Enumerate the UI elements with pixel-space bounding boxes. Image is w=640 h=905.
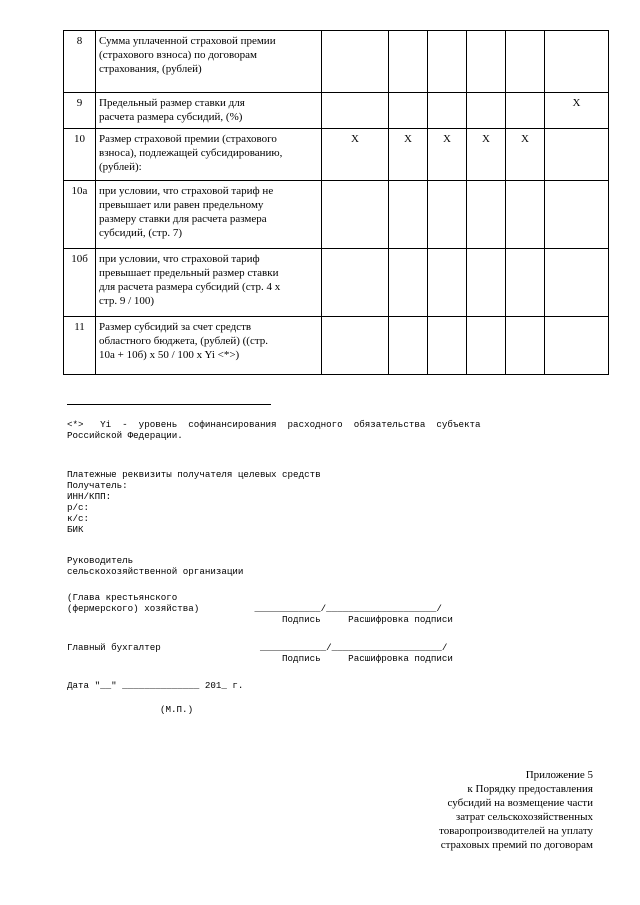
date-line: Дата "__" ______________ 201_ г.	[67, 680, 244, 691]
value-cell	[467, 181, 506, 249]
value-cell: X	[389, 129, 428, 181]
value-cell	[506, 181, 545, 249]
footnote-separator	[67, 404, 271, 405]
value-cell	[389, 181, 428, 249]
appendix-line: товаропроизводителей на уплату	[439, 825, 593, 837]
row-description-line: превышает или равен предельному	[99, 199, 264, 211]
value-cell	[467, 317, 506, 375]
table-row	[64, 181, 609, 249]
row-description-line: Предельный размер ставки для	[99, 97, 245, 109]
value-cell	[506, 317, 545, 375]
row-description-line: при условии, что страховой тариф	[99, 253, 260, 265]
value-cell	[506, 93, 545, 129]
value-cell	[389, 249, 428, 317]
table-row	[64, 317, 609, 375]
row-description-line: превышает предельный размер ставки	[99, 267, 279, 279]
value-cell	[545, 181, 609, 249]
value-cell	[322, 317, 389, 375]
table-row	[64, 249, 609, 317]
value-cell	[428, 181, 467, 249]
row-description-line: для расчета размера субсидий (стр. 4 x	[99, 281, 281, 293]
appendix-line: страховых премий по договорам	[440, 839, 593, 851]
table-row	[64, 93, 609, 129]
payment-requisites: Платежные реквизиты получателя целевых средств Получатель: ИНН/КПП: р/с: к/с: БИК	[67, 469, 321, 535]
head-label: Руководитель сельскохозяйственной организации	[67, 555, 244, 577]
row-description	[96, 249, 322, 317]
row-description-line: (страхового взноса) по договорам	[99, 49, 258, 61]
value-cell: X	[428, 129, 467, 181]
stamp-place: (М.П.)	[160, 704, 194, 715]
row-description-line: субсидий, (стр. 7)	[99, 227, 182, 239]
row-number: 9	[64, 93, 96, 129]
value-cell	[389, 31, 428, 93]
table-row	[64, 129, 609, 181]
row-description-line: взноса), подлежащей субсидированию,	[99, 147, 283, 159]
row-description-line: размеру ставки для расчета размера	[99, 213, 267, 225]
value-cell	[428, 93, 467, 129]
table-row	[64, 31, 609, 93]
row-description-line: 10а + 10б) x 50 / 100 x Yi <*>)	[99, 349, 240, 361]
value-cell	[545, 317, 609, 375]
appendix-line: к Порядку предоставления	[467, 783, 593, 795]
row-description-line: расчета размера субсидий, (%)	[99, 111, 243, 123]
value-cell	[389, 93, 428, 129]
value-cell	[467, 31, 506, 93]
row-description	[96, 129, 322, 181]
row-description-line: при условии, что страховой тариф не	[99, 185, 274, 197]
value-cell	[467, 93, 506, 129]
row-number: 8	[64, 31, 96, 93]
row-number: 10	[64, 129, 96, 181]
row-number: 10б	[64, 249, 96, 317]
accountant-signature-line: Главный бухгалтер ____________/____________________/ Подпись Расшифровка подписи	[67, 642, 453, 664]
footnote: <*> Yi - уровень софинансирования расходного обязательства субъекта Российской Федерации.	[67, 419, 481, 441]
value-cell	[322, 249, 389, 317]
row-description-line: Сумма уплаченной страховой премии	[99, 35, 276, 47]
value-cell: X	[467, 129, 506, 181]
row-description	[96, 317, 322, 375]
table-body	[64, 31, 609, 375]
value-cell	[506, 249, 545, 317]
value-cell	[389, 317, 428, 375]
row-description-line: (рублей):	[99, 161, 142, 173]
row-description-line: Размер субсидий за счет средств	[99, 321, 252, 333]
value-cell	[545, 31, 609, 93]
value-cell	[322, 181, 389, 249]
row-description	[96, 31, 322, 93]
appendix-line: субсидий на возмещение части	[447, 797, 593, 809]
appendix-line: Приложение 5	[525, 769, 593, 781]
value-cell	[428, 317, 467, 375]
row-description-line: страхования, (рублей)	[99, 63, 202, 75]
value-cell: X	[545, 93, 609, 129]
value-cell	[545, 129, 609, 181]
row-description	[96, 93, 322, 129]
row-description-line: Размер страховой премии (страхового	[99, 133, 277, 145]
row-description-line: стр. 9 / 100)	[99, 295, 155, 307]
row-number: 10а	[64, 181, 96, 249]
row-description-line: областного бюджета, (рублей) ((стр.	[99, 335, 269, 347]
value-cell: X	[322, 129, 389, 181]
value-cell: X	[506, 129, 545, 181]
value-cell	[545, 249, 609, 317]
value-cell	[428, 249, 467, 317]
row-number: 11	[64, 317, 96, 375]
appendix-line: затрат сельскохозяйственных	[455, 811, 593, 823]
appendix-heading	[353, 768, 593, 852]
subsidy-calculation-table	[63, 30, 609, 375]
row-description	[96, 181, 322, 249]
value-cell	[506, 31, 545, 93]
value-cell	[322, 93, 389, 129]
value-cell	[322, 31, 389, 93]
value-cell	[428, 31, 467, 93]
value-cell	[467, 249, 506, 317]
head-signature-line: (Глава крестьянского (фермерского) хозяйства) ____________/____________________/ Подпись Расшифровка подписи	[67, 592, 453, 625]
